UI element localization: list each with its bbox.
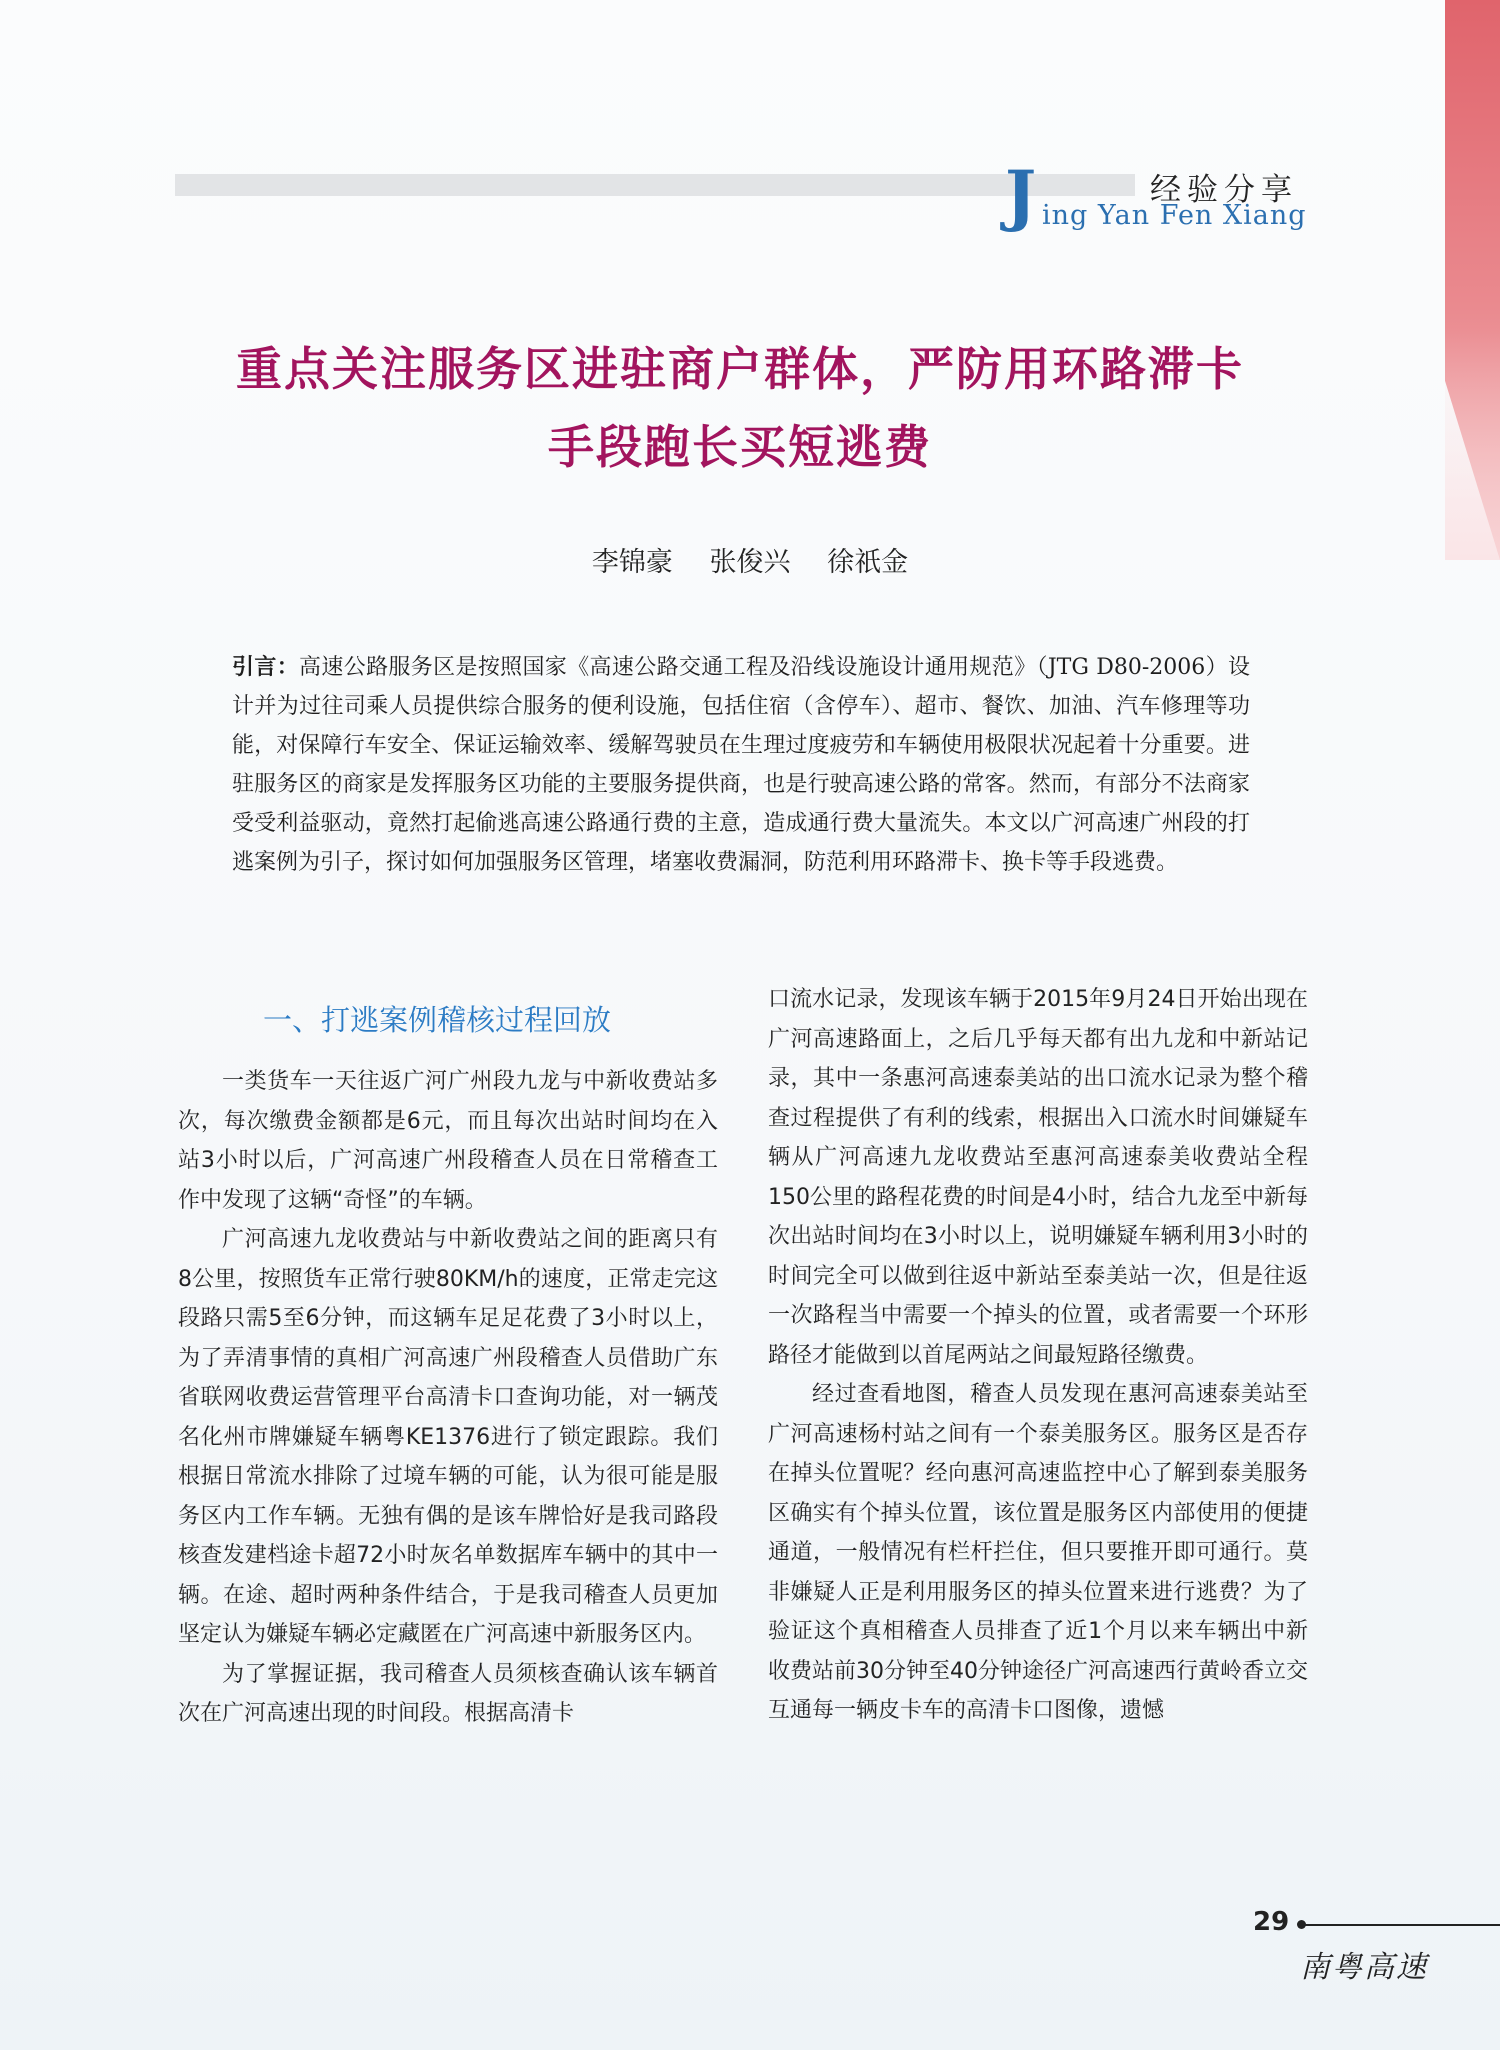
- paragraph: 为了掌握证据，我司稽查人员须核查确认该车辆首次在广河高速出现的时间段。根据高清卡: [178, 1661, 718, 1726]
- section-heading: 一、打逃案例稽核过程回放: [263, 1003, 612, 1037]
- header-bar: [175, 174, 1135, 196]
- paragraph: 广河高速九龙收费站与中新收费站之间的距离只有8公里，按照货车正常行驶80KM/h的速度，正常走完这段路只需5至6分钟，而这辆车足足花费了3小时以上，为了弄清事情的真相广河高速广州段稽查人员借助广东省联网收费运营管理平台高清卡口查询功能，对一辆茂名化州市牌嫌疑车辆粤KE1376进行了锁定跟踪。我们根据日常流水排除了过境车辆的可能，认为很可能是服务区内工作车辆。无独有偶的是该车牌恰好是我司路段核查发建档途卡超72小时灰名单数据库车辆中的其中一辆。在途、超时两种条件结合，于是我司稽查人员更加坚定认为嫌疑车辆必定藏匿在广河高速中新服务区内。: [178, 1227, 718, 1647]
- paragraph: 口流水记录，发现该车辆于2015年9月24日开始出现在广河高速路面上，之后几乎每天都有出九龙和中新站记录，其中一条惠河高速泰美站的出口流水记录为整个稽查过程提供了有利的线索，根据出入口流水时间嫌疑车辆从广河高速九龙收费站至惠河高速泰美收费站全程150公里的路程花费的时间是4小时，结合九龙至中新每次出站时间均在3小时以上，说明嫌疑车辆利用3小时的时间完全可以做到往返中新站至泰美站一次，但是往返一次路程当中需要一个掉头的位置，或者需要一个环形路径才能做到以首尾两站之间最短路径缴费。: [768, 987, 1308, 1368]
- author-name: 张俊兴: [709, 547, 791, 578]
- page-number: 29: [1253, 1907, 1290, 1937]
- author-name: 徐祇金: [827, 547, 909, 578]
- intro-text: 高速公路服务区是按照国家《高速公路交通工程及沿线设施设计通用规范》（JTG D80-2006）设计并为过往司乘人员提供综合服务的便利设施，包括住宿（含停车）、超市、餐饮、加油、汽车修理等功能，对保障行车安全、保证运输效率、缓解驾驶员在生理过度疲劳和车辆使用极限状况起着十分重要。进驻服务区的商家是发挥服务区功能的主要服务提供商，也是行驶高速公路的常客。然而，有部分不法商家受受利益驱动，竟然打起偷逃高速公路通行费的主意，造成通行费大量流失。本文以广河高速广州段的打逃案例为引子，探讨如何加强服务区管理，堵塞收费漏洞，防范利用环路滞卡、换卡等手段逃费。: [232, 655, 1250, 875]
- right-column: [768, 980, 1308, 1731]
- article-title-line: 手段跑长买短逃费: [548, 420, 932, 474]
- section-logo-letter: J: [1005, 156, 1037, 234]
- author-list: [0, 540, 1500, 579]
- section-title-pinyin: ing Yan Fen Xiang: [1042, 200, 1307, 231]
- intro-label: 引言：: [232, 655, 300, 680]
- article-title: [180, 330, 1300, 486]
- author-name: 李锦豪: [591, 547, 673, 578]
- paragraph: 经过查看地图，稽查人员发现在惠河高速泰美站至广河高速杨村站之间有一个泰美服务区。服务区是否存在掉头位置呢？经向惠河高速监控中心了解到泰美服务区确实有个掉头位置，该位置是服务区内部使用的便捷通道，一般情况有栏杆拦住，但只要推开即可通行。莫非嫌疑人正是利用服务区的掉头位置来进行逃费？为了验证这个真相稽查人员排查了近1个月以来车辆出中新收费站前30分钟至40分钟途径广河高速西行黄岭香立交互通每一辆皮卡车的高清卡口图像，遗憾: [768, 1382, 1308, 1723]
- article-title-line: 重点关注服务区进驻商户群体，严防用环路滞卡: [236, 342, 1244, 396]
- article-intro: [232, 648, 1250, 882]
- left-column: [178, 980, 718, 1734]
- magazine-logo: 南粤高速: [1300, 1950, 1428, 1985]
- section-title: 经验分享: [1150, 172, 1298, 208]
- corner-decoration-fade: [1445, 330, 1500, 560]
- paragraph: 一类货车一天往返广河广州段九龙与中新收费站多次，每次缴费金额都是6元，而且每次出站时间均在入站3小时以后，广河高速广州段稽查人员在日常稽查工作中发现了这辆“奇怪”的车辆。: [178, 1069, 718, 1213]
- footer-rule: [1305, 1924, 1500, 1926]
